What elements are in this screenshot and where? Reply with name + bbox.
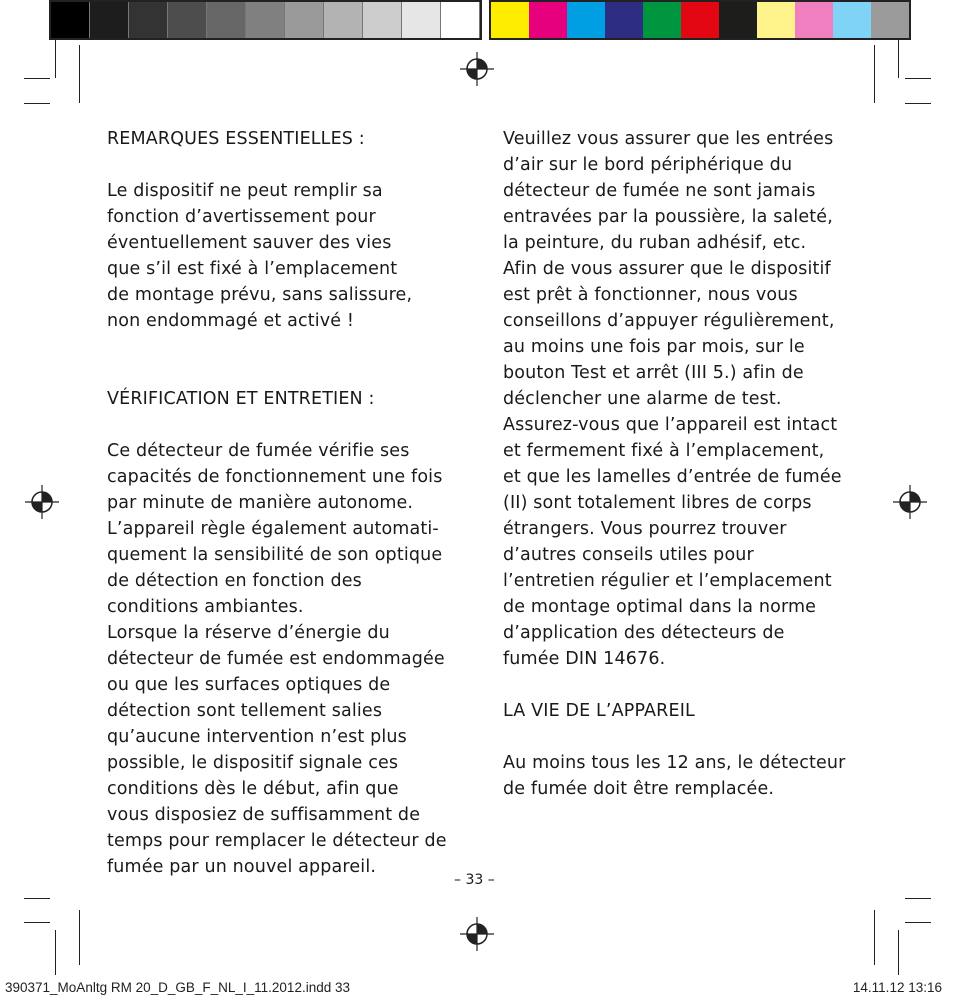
paragraph-remarques [107,178,467,334]
text-line: détecteur de fumée est endommagée [107,649,445,669]
text-line: au moins une fois par mois, sur le [503,337,805,357]
text-line: la peinture, du ruban adhésif, etc. [503,233,807,253]
text-line: d’autres conseils utiles pour [503,545,754,565]
text-line: vous disposiez de suffisamment de [107,805,421,825]
text-line: par minute de manière autonome. [107,493,414,513]
color-swatch [871,2,909,38]
text-line: fumée DIN 14676. [503,649,666,669]
color-swatch [324,2,363,38]
color-calibration-bar [49,0,911,40]
text-line: de détection en fonction des [107,571,362,591]
color-swatch [207,2,246,38]
color-swatch [757,2,795,38]
paragraph-verification [107,438,467,880]
text-line: et que les lamelles d’entrée de fumée [503,467,842,487]
text-line: fonction d’avertissement pour [107,207,376,227]
paragraph-maintenance [503,126,863,672]
text-line: étrangers. Vous pourrez trouver [503,519,787,539]
text-line: l’entretien régulier et l’emplacement [503,571,832,591]
text-line: Le dispositif ne peut remplir sa [107,181,383,201]
right-column [503,126,863,802]
color-swatch [441,2,480,38]
text-line: que s’il est fixé à l’emplacement [107,259,398,279]
section-heading-verification: VÉRIFICATION ET ENTRETIEN : [107,389,375,409]
text-line: non endommagé et activé ! [107,311,355,331]
color-swatch [795,2,833,38]
text-line: d’application des détecteurs de [503,623,785,643]
color-swatch [643,2,681,38]
text-line: L’appareil règle également automati- [107,519,439,539]
section-heading-vie-appareil: LA VIE DE L’APPAREIL [503,701,695,721]
text-line: ou que les surfaces optiques de [107,675,391,695]
color-swatch [719,2,757,38]
color-swatch [129,2,168,38]
text-line: détecteur de fumée ne sont jamais [503,181,816,201]
text-line: qu’aucune intervention n’est plus [107,727,407,747]
text-line: Ce détecteur de fumée vérifie ses [107,441,410,461]
color-swatches [489,0,911,40]
color-swatch [833,2,871,38]
text-line: Afin de vous assurer que le dispositif [503,259,831,279]
text-line: déclencher une alarme de test. [503,389,782,409]
page-number: – 33 – [454,872,495,888]
color-swatch [246,2,285,38]
footer-filename: 390371_MoAnltg RM 20_D_GB_F_NL_I_11.2012.indd 33 [5,980,350,995]
text-line: et fermement fixé à l’emplacement, [503,441,825,461]
color-swatch [285,2,324,38]
color-swatch [51,2,90,38]
text-line: entravées par la poussière, la saleté, [503,207,833,227]
text-line: temps pour remplacer le détecteur de [107,831,447,851]
text-line: de montage optimal dans la norme [503,597,817,617]
text-line: de fumée doit être remplacée. [503,779,775,799]
color-swatch [168,2,207,38]
text-line: Assurez-vous que l’appareil est intact [503,415,838,435]
grayscale-swatches [49,0,482,40]
color-swatch [491,2,529,38]
color-swatch [529,2,567,38]
section-heading-remarques: REMARQUES ESSENTIELLES : [107,129,365,149]
color-swatch [605,2,643,38]
text-line: fumée par un nouvel appareil. [107,857,377,877]
color-swatch [567,2,605,38]
text-line: possible, le dispositif signale ces [107,753,399,773]
text-line: bouton Test et arrêt (III 5.) afin de [503,363,804,383]
footer-date: 14.11.12 13:16 [852,980,942,995]
registration-mark-icon [893,485,927,519]
text-line: Veuillez vous assurer que les entrées [503,129,834,149]
text-line: quement la sensibilité de son optique [107,545,443,565]
text-line: conditions dès le début, afin que [107,779,399,799]
text-line: détection sont tellement salies [107,701,383,721]
left-column [107,126,467,880]
text-line: d’air sur le bord périphérique du [503,155,793,175]
text-line: Lorsque la réserve d’énergie du [107,623,390,643]
text-line: capacités de fonctionnement une fois [107,467,443,487]
color-swatch [90,2,129,38]
registration-mark-icon [460,917,494,951]
text-line: de montage prévu, sans salissure, [107,285,413,305]
text-line: conseillons d’appuyer régulièrement, [503,311,835,331]
text-line: est prêt à fonctionner, nous vous [503,285,798,305]
paragraph-vie-appareil [503,750,863,802]
color-swatch [681,2,719,38]
registration-mark-icon [460,52,494,86]
color-swatch [402,2,441,38]
registration-mark-icon [25,485,59,519]
color-swatch [363,2,402,38]
text-line: (II) sont totalement libres de corps [503,493,812,513]
text-line: éventuellement sauver des vies [107,233,392,253]
text-line: conditions ambiantes. [107,597,304,617]
text-line: Au moins tous les 12 ans, le détecteur [503,753,846,773]
